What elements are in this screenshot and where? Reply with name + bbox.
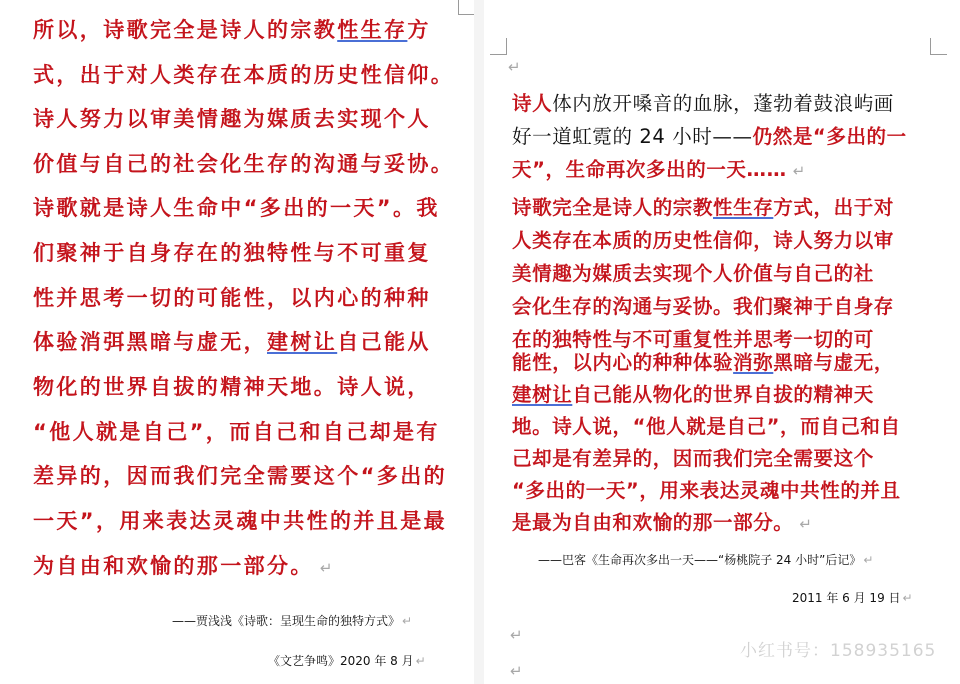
right-text-line: 诗歌完全是诗人的宗教性生存方式，出于对 [512,196,894,219]
right-text-line: 在的独特性与不可重复性并思考一切的可 [512,328,874,351]
left-document-page [0,0,474,684]
paragraph-mark-icon: ↵ [319,559,333,577]
paragraph-mark-icon: ↵ [863,553,874,567]
watermark-text: 小红书号：158935165 [740,641,937,661]
right-text-line: 己却是有差异的，因而我们完全需要这个 [512,447,874,470]
right-citation-date: 2011 年 6 月 19 日 ↵ [792,591,913,605]
crop-mark [930,38,947,55]
left-text-line: 为自由和欢愉的那一部分。 ↵ [33,554,333,578]
right-text-line: 天”，生命再次多出的一天…… ↵ [512,158,806,181]
page-divider [474,0,484,684]
right-text-line: 美情趣为媒质去实现个人价值与自己的社 [512,262,874,285]
left-text-line: 所以，诗歌完全是诗人的宗教性生存方 [33,18,431,42]
left-text-line: 性并思考一切的可能性，以内心的种种 [33,286,431,310]
left-text-line: 一天”，用来表达灵魂中共性的并且是最 [33,509,448,533]
left-text-line: 物化的世界自拔的精神天地。诗人说， [33,375,431,399]
paragraph-mark-icon: ↵ [792,162,806,180]
right-text-line: 诗人体内放开嗓音的血脉，蓬勃着鼓浪屿画 [512,92,894,115]
left-citation-source: ——贾浅浅《诗歌：呈现生命的独特方式》 ↵ [172,614,413,628]
left-text-line: 价值与自己的社会化生存的沟通与妥协。 [33,152,455,176]
right-citation-source: ——巴客《生命再次多出一天——“杨桃院子 24 小时”后记》 ↵ [538,553,874,567]
left-text-line: 们聚神于自身存在的独特性与不可重复 [33,241,431,265]
right-text-line: 能性，以内心的种种体验消弥黑暗与虚无， [512,351,894,374]
right-text-line: 好一道虹霓的 24 小时——仍然是“多出的一 [512,125,907,148]
left-text-line: “他人就是自己”，而自己和自己却是有 [33,420,440,444]
left-text-line: 式，出于对人类存在本质的历史性信仰。 [33,63,455,87]
right-text-line: “多出的一天”，用来表达灵魂中共性的并且 [512,479,901,502]
left-text-line: 诗歌就是诗人生命中“多出的一天”。我 [33,196,440,220]
paragraph-mark-icon: ↵ [402,614,413,628]
paragraph-mark-icon: ↵ [508,58,521,76]
left-text-line: 诗人努力以审美情趣为媒质去实现个人 [33,107,431,131]
paragraph-mark-icon: ↵ [799,515,812,533]
left-citation-journal: 《文艺争鸣》2020 年 8 月 ↵ [268,654,426,668]
left-text-line: 差异的，因而我们完全需要这个“多出的 [33,464,448,488]
crop-mark [458,0,475,15]
paragraph-mark-icon: ↵ [902,591,913,605]
right-text-line: 是最为自由和欢愉的那一部分。 ↵ [512,511,812,534]
crop-mark [490,38,507,55]
left-text-line: 体验消弭黑暗与虚无，建树让自己能从 [33,330,431,354]
paragraph-mark-icon: ↵ [415,654,426,668]
right-text-line: 建树让自己能从物化的世界自拔的精神天 [512,383,874,406]
paragraph-mark-icon: ↵ [510,626,523,644]
right-text-line: 会化生存的沟通与妥协。我们聚神于自身存 [512,295,894,318]
right-text-line: 人类存在本质的历史性信仰，诗人努力以审 [512,229,894,252]
right-document-page [484,0,960,684]
paragraph-mark-icon: ↵ [510,662,523,680]
right-text-line: 地。诗人说，“他人就是自己”，而自己和自 [512,415,901,438]
